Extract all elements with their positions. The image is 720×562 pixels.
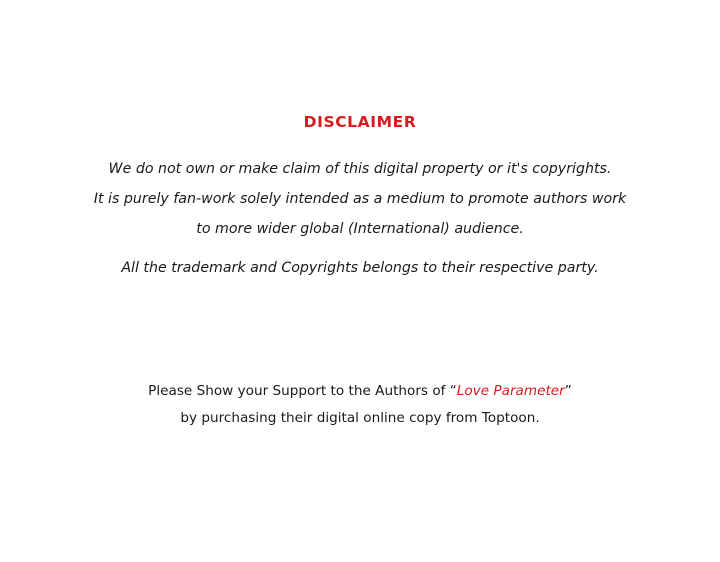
- disclaimer-body: [60, 154, 660, 244]
- disclaimer-body-line-3: to more wider global (International) audience.: [196, 221, 524, 237]
- support-message: [60, 378, 660, 432]
- disclaimer-body-line-2: It is purely fan-work solely intended as a medium to promote authors work: [93, 191, 627, 207]
- support-line-2: by purchasing their digital online copy from Toptoon.: [180, 410, 540, 426]
- support-line-1: [60, 378, 660, 405]
- disclaimer-body-line-1: We do not own or make claim of this digital property or it's copyrights.: [108, 161, 612, 177]
- support-line-1-prefix: Please Show your Support to the Authors of “: [148, 383, 457, 399]
- support-line-1-suffix: ”: [564, 383, 572, 399]
- page-title: DISCLAIMER: [303, 113, 417, 131]
- trademark-notice: All the trademark and Copyrights belongs to their respective party.: [121, 260, 599, 276]
- work-title: Love Parameter: [456, 383, 565, 399]
